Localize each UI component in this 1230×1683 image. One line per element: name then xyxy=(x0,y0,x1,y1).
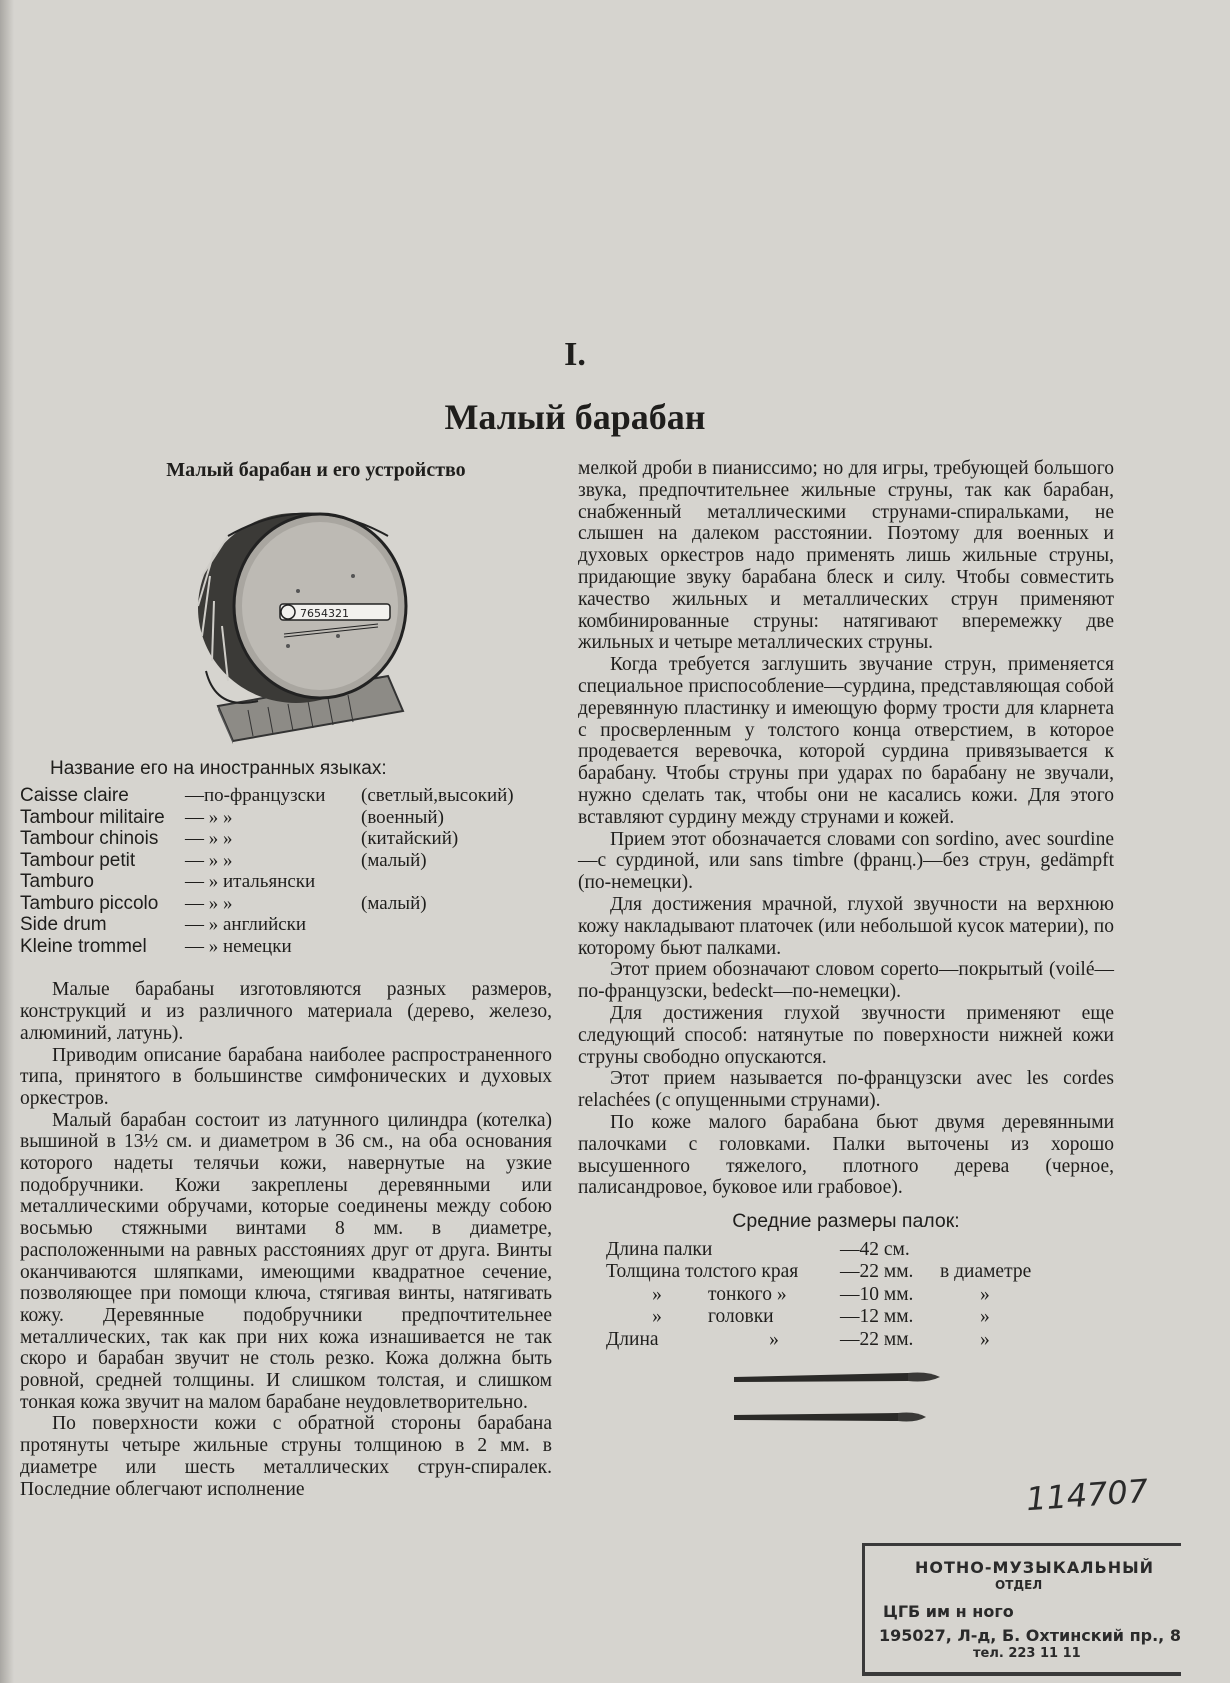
sizes-cell: » xyxy=(769,1328,779,1350)
languages-list xyxy=(20,785,552,957)
sizes-cell: в диаметре xyxy=(940,1261,1032,1283)
language-name: Tambour petit xyxy=(20,849,136,871)
stamp-line: НОТНО-МУЗЫКАЛЬНЫЙ xyxy=(915,1558,1155,1577)
drum-label-text: 7654321 xyxy=(300,606,349,620)
chapter-numeral: I. xyxy=(564,336,586,373)
stamp-line: ЦГБ им н ного xyxy=(883,1602,1014,1621)
language-lang: — » » xyxy=(185,828,233,850)
language-meaning: (малый) xyxy=(361,892,427,914)
language-lang: — » английски xyxy=(185,914,307,936)
snare-drum-image xyxy=(188,496,418,744)
sizes-cell: » xyxy=(980,1306,990,1328)
language-row xyxy=(20,785,552,807)
language-lang: — » итальянски xyxy=(185,871,316,893)
sizes-cell: Длина палки xyxy=(606,1238,713,1260)
sizes-cell: головки xyxy=(708,1306,774,1328)
paragraph: Для достижения глухой звучности применяют еще следующий способ: натянутые по поверхности нижней кожи струны свободно опускаются. xyxy=(578,1002,1114,1068)
language-meaning xyxy=(361,914,552,936)
sizes-cell: Длина xyxy=(606,1328,659,1350)
sizes-cell: Толщина толстого края xyxy=(606,1261,799,1283)
library-stamp xyxy=(862,1543,1181,1676)
sizes-row xyxy=(606,1306,1114,1329)
sizes-row xyxy=(606,1329,1114,1352)
chapter-title: Малый барабан xyxy=(444,397,706,437)
page-edge-shadow xyxy=(0,0,14,1683)
paragraph: Прием этот обозначается словами con sordino, avec sourdine—с сурдиной, или sans timbre (франц.)—без струн, gedämpft (по-немецки). xyxy=(578,828,1114,894)
language-name: Caisse claire xyxy=(20,785,129,807)
sizes-cell: тонкого » xyxy=(708,1283,787,1305)
language-meaning: (военный) xyxy=(361,806,444,828)
language-meaning: (светлый,высокий) xyxy=(361,785,514,807)
paragraph: Этот прием называется по-французски avec les cordes relachées (с опущенными струнами). xyxy=(578,1068,1114,1112)
sizes-cell: —12 мм. xyxy=(840,1306,914,1328)
language-lang: — » » xyxy=(185,806,233,828)
paragraph: Для достижения мрачной, глухой звучности на верхнюю кожу накладывают платочек (или небольшой кусок материи), по которому бьют палками. xyxy=(578,893,1114,959)
language-row xyxy=(20,828,552,850)
paragraph: Этот прием обозначают словом coperto—покрытый (voilé—по-французски, bedeckt—по-немецки). xyxy=(578,959,1114,1003)
paragraph: Малые барабаны изготовляются разных размеров, конструкций и из различного материала (дерево, железо, алюминий, латунь). xyxy=(20,979,552,1044)
language-meaning xyxy=(361,871,552,893)
sizes-row xyxy=(606,1239,1114,1262)
language-row xyxy=(20,850,552,872)
languages-header: Название его на иностранных языках: xyxy=(50,757,387,779)
language-name: Tamburo xyxy=(20,871,94,893)
paragraph: Малый барабан состоит из латунного цилиндра (котелка) вышиной в 13½ см. и диаметром в 36 см., на оба основания которого надеты телячьи кожи, навернутые на узкие подобручники. Кожи закреплены деревянными или металлическими обручами, которые соединены между собою восьмью стяжными винтами 8 мм. в диаметре, расположенными на равных расстояниях друг от друга. Винты оканчиваются шляпками, имеющими квадратное сечение, позволяющее при помощи ключа, стягивая винты, натягивать кожу. Деревянные подобручники предпочтительнее металлических, так как при них кожа изнашивается не так скоро и барабан звучит не столь резко. Кожа должна быть ровной, средней толщины. И слишком толстая, и слишком тонкая кожа звучит на малом барабане неудовлетворительно. xyxy=(20,1109,552,1413)
sizes-cell: —22 мм. xyxy=(840,1328,914,1350)
language-lang: — » » xyxy=(185,892,233,914)
language-row xyxy=(20,914,552,936)
sizes-cell: » xyxy=(980,1328,990,1350)
language-name: Kleine trommel xyxy=(20,935,147,957)
right-column xyxy=(578,458,1114,1433)
language-name: Side drum xyxy=(20,914,107,936)
language-lang: — » немецки xyxy=(185,935,292,957)
stamp-line: 195027, Л-д, Б. Охтинский пр., 8 xyxy=(879,1626,1181,1645)
paragraph: По коже малого барабана бьют двумя деревянными палочками с головками. Палки выточены из хорошо высушенного тяжелого, плотного дерева (черное, палисандровое, буковое или грабовое). xyxy=(578,1111,1114,1199)
sizes-cell: » xyxy=(652,1283,662,1305)
sizes-cell: » xyxy=(652,1306,662,1328)
language-row xyxy=(20,936,552,958)
handwritten-inventory-number: 114707 xyxy=(1024,1471,1150,1519)
paragraph: Когда требуется заглушить звучание струн, применяется специальное приспособление—сурдина, представляющая собой деревянную пластинку и имеющую форму трости для кларнета с просверленным у толстого конца отверстием, в которое продевается веревочка, которой сурдина привязывается к барабану. Чтобы струны при ударах по барабану не звучали, нужно сделать так, чтобы они не касались кожи. Для этого вставляют сурдину между струнами и кожей. xyxy=(578,654,1114,828)
language-meaning: (китайский) xyxy=(361,828,459,850)
language-row xyxy=(20,807,552,829)
sizes-table xyxy=(606,1239,1114,1352)
language-lang: — » » xyxy=(185,849,233,871)
language-name: Tambour militaire xyxy=(20,806,165,828)
language-lang: —по-французски xyxy=(185,785,326,807)
language-name: Tambour chinois xyxy=(20,828,159,850)
drumsticks-illustration xyxy=(728,1363,1118,1433)
language-meaning: (малый) xyxy=(361,849,427,871)
sizes-cell: —10 мм. xyxy=(840,1283,914,1305)
drumsticks-image xyxy=(728,1363,1118,1433)
section-subheading: Малый барабан и его устройство xyxy=(166,459,466,481)
language-name: Tamburo piccolo xyxy=(20,892,159,914)
sizes-cell: » xyxy=(980,1283,990,1305)
sizes-header: Средние размеры палок: xyxy=(732,1210,960,1233)
language-meaning xyxy=(361,936,552,958)
sizes-cell: —22 мм. xyxy=(840,1261,914,1283)
sizes-row xyxy=(606,1261,1114,1284)
paragraph: По поверхности кожи с обратной стороны барабана протянуты четыре жильные струны толщиною в 2 мм. в диаметре или шесть металлических струн-спиралек. Последние облегчают исполнение xyxy=(20,1413,552,1500)
sizes-cell xyxy=(940,1239,1114,1262)
sizes-row xyxy=(606,1284,1114,1307)
language-row xyxy=(20,893,552,915)
paragraph: Приводим описание барабана наиболее распространенного типа, принятого в большинстве симфонических и духовых оркестров. xyxy=(20,1044,552,1109)
drum-illustration xyxy=(188,496,418,744)
stamp-line: ОТДЕЛ xyxy=(995,1578,1043,1592)
left-column xyxy=(20,458,552,1500)
paragraph: мелкой дроби в пианиссимо; но для игры, требующей большого звука, предпочтительнее жильные струны, так как барабан, снабженный металлическими струнами-спиральками, не слышен на далеком расстоянии. Поэтому для военных и духовых оркестров надо применять лишь жильные струны, придающие звуку барабана блеск и силу. Чтобы совместить качество жильных и металлических струн применяют комбинированные струны: натягивают вперемежку две жильных и четыре металлических струны. xyxy=(578,458,1114,654)
stamp-line: тел. 223 11 11 xyxy=(973,1646,1081,1661)
language-row xyxy=(20,871,552,893)
sizes-cell: —42 см. xyxy=(840,1238,910,1260)
